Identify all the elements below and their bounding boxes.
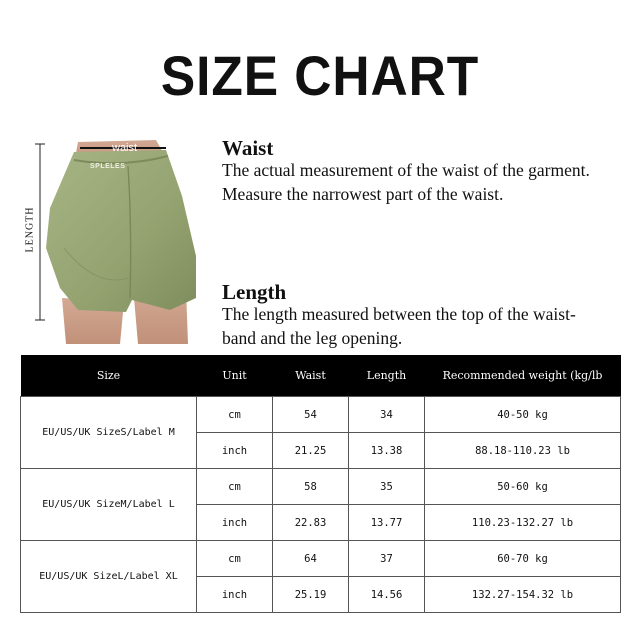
unit-cell: cm xyxy=(197,397,273,433)
size-label: EU/US/UK SizeS/Label M xyxy=(21,397,197,469)
length-line-2: band and the leg opening. xyxy=(222,328,403,348)
length-cell: 13.77 xyxy=(349,505,425,541)
length-cell: 13.38 xyxy=(349,433,425,469)
header-weight: Recommended weight (kg/lb xyxy=(425,355,621,397)
weight-cell: 50-60 kg xyxy=(425,469,621,505)
waist-line-1: The actual measurement of the waist of the garment. xyxy=(222,160,590,180)
length-heading: Length xyxy=(222,280,287,304)
size-label: EU/US/UK SizeM/Label L xyxy=(21,469,197,541)
weight-cell: 110.23-132.27 lb xyxy=(425,505,621,541)
waist-cell: 54 xyxy=(273,397,349,433)
unit-cell: inch xyxy=(197,433,273,469)
header-unit: Unit xyxy=(197,355,273,397)
weight-cell: 88.18-110.23 lb xyxy=(425,433,621,469)
length-cell: 14.56 xyxy=(349,577,425,613)
length-line-1: The length measured between the top of the waist- xyxy=(222,304,576,324)
length-cell: 35 xyxy=(349,469,425,505)
waist-cell: 64 xyxy=(273,541,349,577)
product-photo xyxy=(16,138,220,344)
header-size: Size xyxy=(21,355,197,397)
waist-cell: 22.83 xyxy=(273,505,349,541)
unit-cell: inch xyxy=(197,505,273,541)
table-row xyxy=(21,469,621,505)
weight-cell: 40-50 kg xyxy=(425,397,621,433)
length-cell: 37 xyxy=(349,541,425,577)
unit-cell: inch xyxy=(197,577,273,613)
table-row xyxy=(21,397,621,433)
size-table xyxy=(20,355,621,613)
unit-cell: cm xyxy=(197,469,273,505)
page-title: SIZE CHART xyxy=(160,44,480,107)
waist-line-2: Measure the narrowest part of the waist. xyxy=(222,184,504,204)
waist-cell: 25.19 xyxy=(273,577,349,613)
table-header-row xyxy=(21,355,621,397)
weight-cell: 132.27-154.32 lb xyxy=(425,577,621,613)
waist-heading: Waist xyxy=(222,136,274,160)
weight-cell: 60-70 kg xyxy=(425,541,621,577)
header-length: Length xyxy=(349,355,425,397)
brand-tag: SPLELES xyxy=(90,163,126,170)
waist-cell: 58 xyxy=(273,469,349,505)
waist-tag: waist xyxy=(112,142,138,154)
size-label: EU/US/UK SizeL/Label XL xyxy=(21,541,197,613)
header-waist: Waist xyxy=(273,355,349,397)
unit-cell: cm xyxy=(197,541,273,577)
waist-cell: 21.25 xyxy=(273,433,349,469)
table-row xyxy=(21,541,621,577)
length-tag: LENGTH xyxy=(24,206,36,253)
length-cell: 34 xyxy=(349,397,425,433)
